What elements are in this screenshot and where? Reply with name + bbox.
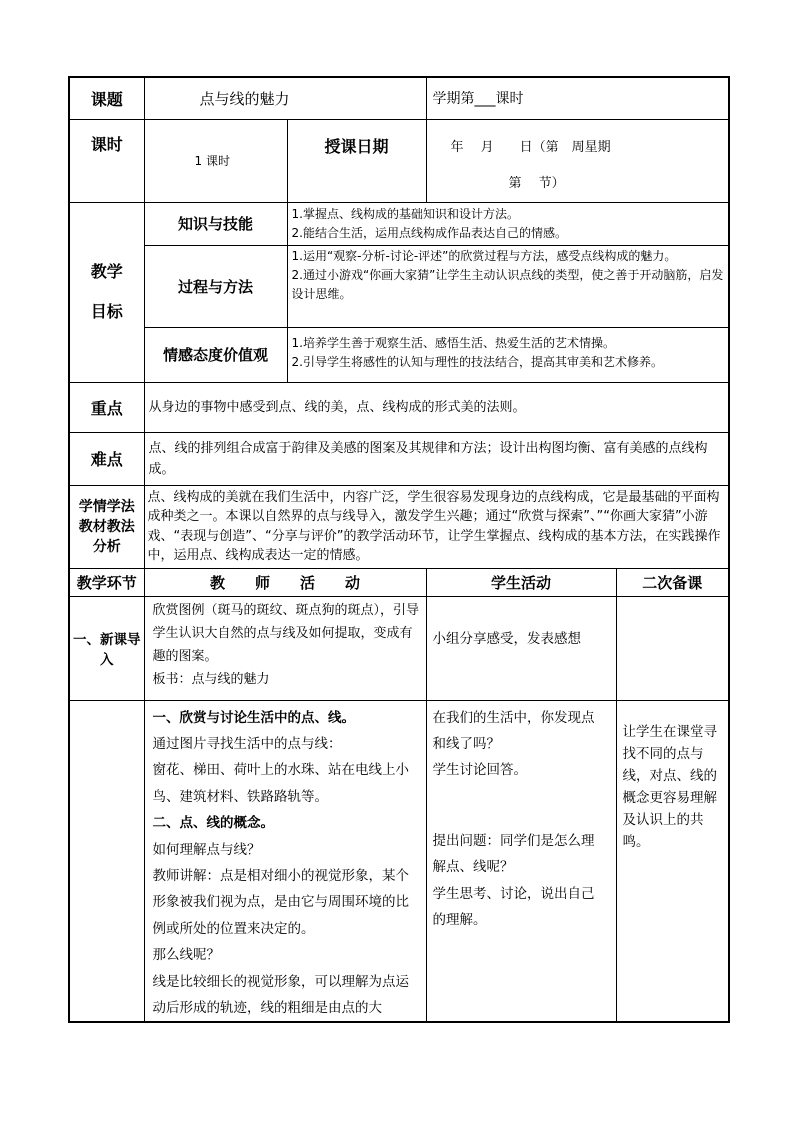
goal-knowledge-line1: 1.掌握点、线构成的基础知识和设计方法。 [291,206,519,221]
section2-teacher-line2: 通过图片寻找生活中的点与线： [152,735,342,752]
analysis-text: 点、线构成的美就在我们生活中，内容广泛，学生很容易发现身边的点线构成，它是最基础的平面构成种类之一。本课以自然界的点与线导入，激发学生兴趣；通过“欣赏与探索”、”“你画大家猜”小游戏、“表现与创造”、“分享与评价”的教学活动环节，让学生掌握点、线构成的基本方法，在实践操作中，运用点、线构成表达一定的情感。 [144,485,729,568]
process-header-row [69,568,729,596]
period-row [69,119,729,202]
process-header-student: 学生活动 [426,568,616,596]
lesson-plan-page [68,76,728,1023]
goals-label-line2: 目标 [90,302,123,321]
goal-row-process [69,245,729,327]
date-label: 授课日期 [287,119,426,202]
date-value-line2: 第 节） [508,175,565,191]
goal-process-label: 过程与方法 [144,245,287,327]
section2-teacher-line1: 一、欣赏与讨论生活中的点、线。 [152,709,355,726]
section2-student [426,700,616,1022]
section1-stage: 一、新课导入 [69,596,144,700]
term-label: 学期第___课时 [426,77,729,119]
section2-teacher-line8: 线是比较细长的视觉形象，可以理解为点运动后形成的轨迹，线的粗细是由点的大 [152,973,409,1016]
section2-student-spacer [433,784,608,828]
section2-notes: 让学生在课堂寻找不同的点与线，对点、线的概念更容易理解及认识上的共鸣。 [616,700,729,1022]
section2-stage [69,700,144,1022]
goal-row-knowledge [69,202,729,245]
goal-attitude-line2: 2.引导学生将感性的认知与理性的技法结合，提高其审美和艺术修养。 [291,354,663,369]
goal-attitude-label: 情感态度价值观 [144,327,287,382]
period-label: 课时 [69,119,144,202]
section1-teacher-line1: 欣赏图例（斑马的斑纹、斑点狗的斑点），引导学生认识大自然的点与线及如何提取，变成有趣的图案。 [152,602,420,664]
goal-knowledge-text [287,202,729,245]
difficulty-label: 难点 [69,432,144,485]
section2-row [69,700,729,1022]
goal-process-line2: 2.通过小游戏“你画大家猜”让学生主动认识点线的类型，使之善于开动脑筋，启发设计思维。 [291,267,724,301]
section2-student-part4: 学生思考、讨论，说出自己的理解。 [432,885,595,928]
section2-teacher [144,700,426,1022]
goal-knowledge-line2: 2.能结合生活，运用点线构成作品表达自己的情感。 [291,225,567,240]
analysis-label-line3: 分析 [92,538,121,555]
process-header-notes: 二次备课 [616,568,729,596]
period-value: 1 课时 [144,119,287,202]
analysis-label-line1: 学情学法 [78,498,135,515]
section2-student-part1: 在我们的生活中，你发现点和线了吗？ [432,709,595,752]
section2-teacher-line3: 窗花、梯田、荷叶上的水珠、站在电线上小鸟、建筑材料、铁路路轨等。 [152,762,409,805]
goals-label [69,202,144,382]
section1-row [69,596,729,700]
lesson-plan-table [68,76,730,1023]
topic-value: 点与线的魅力 [144,77,426,119]
section2-teacher-line7: 那么线呢？ [152,947,220,964]
date-value-line1: 年 月 日（第 周星期 [450,139,611,155]
analysis-row [69,485,729,568]
section1-notes [616,596,729,700]
goal-attitude-text [287,327,729,382]
section2-teacher-line4: 二、点、线的概念。 [152,815,274,832]
difficulty-text: 点、线的排列组合成富于韵律及美感的图案及其规律和方法；设计出构图均衡、富有美感的点线构成。 [144,432,729,485]
section1-student: 小组分享感受，发表感想 [426,596,616,700]
goal-row-attitude [69,327,729,382]
topic-row [69,77,729,119]
key-point-label: 重点 [69,382,144,432]
goal-knowledge-label: 知识与技能 [144,202,287,245]
topic-label: 课题 [69,77,144,119]
difficulty-row [69,432,729,485]
section1-teacher-line2: 板书：点与线的魅力 [152,671,270,687]
date-value [426,119,729,202]
section2-student-part3: 提出问题：同学们是怎么理解点、线呢？ [432,832,595,876]
key-point-row [69,382,729,432]
section2-teacher-line6: 教师讲解：点是相对细小的视觉形象，某个形象被我们视为点，是由它与周围环境的比例或所处的位置来决定的。 [152,867,409,937]
analysis-label [69,485,144,568]
goal-process-text [287,245,729,327]
process-header-stage: 教学环节 [69,568,144,596]
section2-teacher-line5: 如何理解点与线？ [152,841,261,858]
section2-student-part2: 学生讨论回答。 [432,762,528,779]
process-header-teacher: 教 师 活 动 [144,568,426,596]
goal-process-line1: 1.运用“观察-分析-讨论-评述”的欣赏过程与方法，感受点线构成的魅力。 [291,248,677,263]
goals-label-line1: 教学 [90,262,123,281]
key-point-text: 从身边的事物中感受到点、线的美，点、线构成的形式美的法则。 [144,382,729,432]
goal-attitude-line1: 1.培养学生善于观察生活、感悟生活、热爱生活的艺术情操。 [291,335,615,350]
section1-teacher [144,596,426,700]
analysis-label-line2: 教材教法 [78,518,135,535]
